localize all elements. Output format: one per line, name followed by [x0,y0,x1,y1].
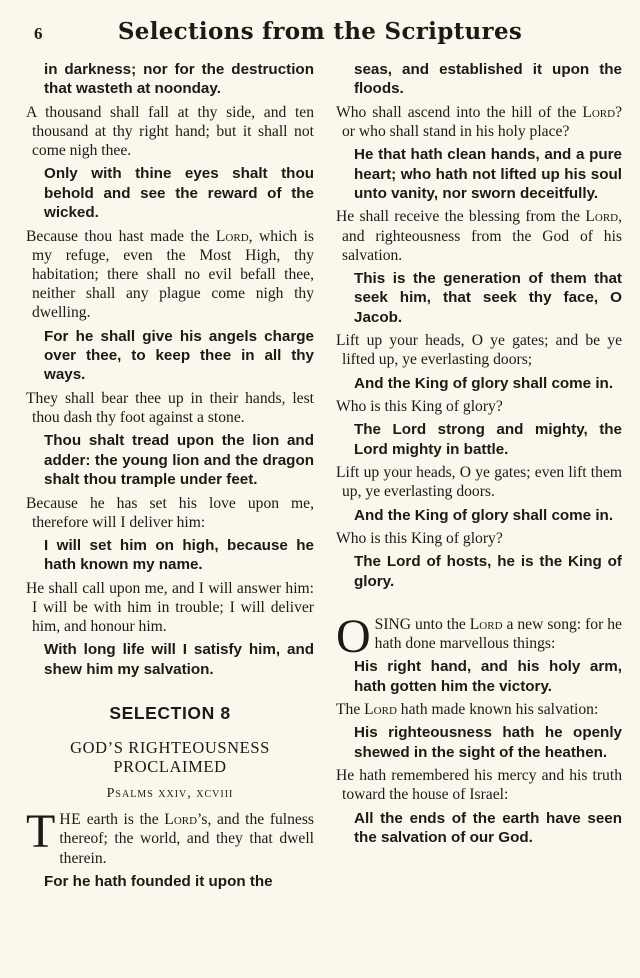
reader-verse-dropcap: OSING unto the Lord a new song: for he hath done marvellous things: [336,609,622,663]
drop-cap: T [26,805,56,859]
right-column [336,60,622,851]
reader-verse: Lift up your heads, O ye gates; even lift them up, ye everlasting doors. [336,464,622,501]
reader-verse: Who is this King of glory? [336,529,503,547]
reader-verse: A thousand shall fall at thy side, and ten thousand at thy right hand; but it shall not come nigh thee. [26,103,314,160]
drop-cap: O [336,609,371,663]
response-verse: This is the generation of them that seek him, that seek thy face, O Jacob. [354,270,622,326]
reader-verse: The Lord hath made known his salvation: [336,701,599,719]
response-verse: Only with thine eyes shalt thou behold and see the reward of the wicked. [44,165,314,222]
lord-small-caps: Lord [164,811,198,829]
reader-verse: Lift up your heads, O ye gates; and be ye lifted up, ye everlasting doors; [336,332,622,369]
selection-heading: SELECTION 8 [109,703,231,724]
reader-verse: Because thou hast made the Lord, which is my refuge, even the Most High, thy habitation; there shall no evil befall thee, neither shall any plague come nigh thy dwelling. [26,227,314,322]
lord-small-caps: Lord [469,615,503,633]
page-number: 6 [34,24,43,43]
response-verse: The Lord strong and mighty, the Lord mighty in battle. [354,421,622,458]
psalms-reference: Psalms xxiv, xcviii [106,786,234,802]
response-verse: Thou shalt tread upon the lion and adder: the young lion and the dragon shalt thou trample under feet. [44,432,314,489]
reader-verse: They shall bear thee up in their hands, lest thou dash thy foot against a stone. [26,389,314,427]
left-column [26,60,314,895]
response-verse: The Lord of hosts, he is the King of glory. [354,553,622,590]
response-verse: All the ends of the earth have seen the salvation of our God. [354,809,622,846]
response-verse: in darkness; nor for the destruction that wasteth at noonday. [44,61,314,98]
selection-subtitle: GOD’S RIGHTEOUSNESS PROCLAIMED [70,738,270,777]
response-verse: With long life will I satisfy him, and shew him my salvation. [44,641,314,678]
lord-small-caps: Lord [215,227,249,245]
running-title: Selections from the Scriptures [117,18,523,45]
response-verse: seas, and established it upon the floods. [354,61,622,98]
reader-verse: He hath remembered his mercy and his truth toward the house of Israel: [336,767,622,804]
response-verse: He that hath clean hands, and a pure heart; who hath not lifted up his soul unto vanity, nor sworn deceitfully. [354,146,622,203]
page-header [0,18,640,52]
response-verse: And the King of glory shall come in. [354,374,614,392]
reader-verse: Who shall ascend into the hill of the Lord? or who shall stand in his holy place? [336,103,622,141]
reader-verse: Because he has set his love upon me, therefore will I deliver him: [26,494,314,531]
reader-verse-dropcap: THE earth is the Lord’s, and the fulness thereof; the world, and they that dwell therein. [26,805,314,867]
response-verse: For he shall give his angels charge over thee, to keep thee in all thy ways. [44,327,314,384]
response-verse: For he hath founded it upon the [44,872,273,890]
response-verse: His righteousness hath he openly shewed in the sight of the heathen. [354,724,622,761]
response-verse: I will set him on high, because he hath known my name. [44,536,314,574]
lord-small-caps: Lord [585,208,619,226]
reader-verse: He shall receive the blessing from the Lord, and righteousness from the God of his salvation. [336,208,622,264]
lord-small-caps: Lord [582,103,616,121]
response-verse: And the King of glory shall come in. [354,506,614,524]
response-verse: His right hand, and his holy arm, hath gotten him the victory. [354,658,622,695]
reader-verse: Who is this King of glory? [336,398,503,416]
reader-verse: He shall call upon me, and I will answer him: I will be with him in trouble; I will deliver him, and honour him. [26,579,314,636]
lord-small-caps: Lord [364,701,397,719]
